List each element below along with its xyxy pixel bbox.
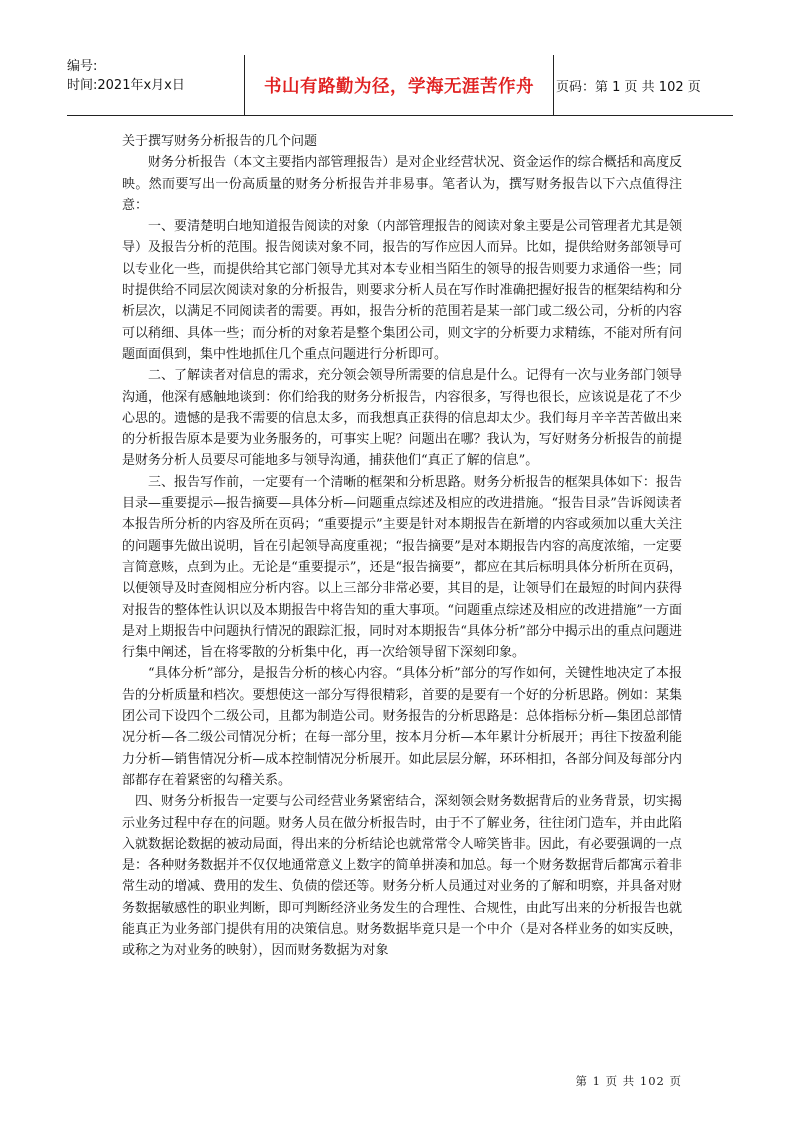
header-motto-cell xyxy=(244,55,554,115)
paragraph-point-1: 一、要清楚明白地知道报告阅读的对象（内部管理报告的阅读对象主要是公司管理者尤其是领导）及报告分析的范围。报告阅读对象不同，报告的写作应因人而异。比如，提供给财务部领导可以专业化一些，而提供给其它部门领导尤其对本专业相当陌生的领导的报告则要力求通俗一些；同时提供给不同层次阅读对象的分析报告，则要求分析人员在写作时准确把握好报告的框架结构和分析层次，以满足不同阅读者的需要。再如，报告分析的范围若是某一部门或二级公司，分析的内容可以稍细、具体一些；而分析的对象若是整个集团公司，则文字的分析要力求精练，不能对所有问题面面俱到，集中性地抓住几个重点问题进行分析即可。 xyxy=(122,219,682,362)
document-title: 关于撰写财务分析报告的几个问题 xyxy=(122,134,318,149)
paragraph-point-2: 二、了解读者对信息的需求，充分领会领导所需要的信息是什么。记得有一次与业务部门领导沟通，他深有感触地谈到：你们给我的财务分析报告，内容很多，写得也很长，应该说是花了不少心思的。遗憾的是我不需要的信息太多，而我想真正获得的信息却太少。我们每月辛辛苦苦做出来的分析报告原本是要为业务服务的，可事实上呢？问题出在哪？我认为，写好财务分析报告的前提是财务分析人员要尽可能地多与领导沟通，捕获他们“真正了解的信息”。 xyxy=(122,368,682,469)
header-page-number: 页码：第 1 页 共 102 页 xyxy=(556,79,701,95)
header-page-cell xyxy=(556,55,733,115)
document-number-label: 编号: xyxy=(67,59,98,74)
document-body xyxy=(122,131,682,962)
paragraph-point-4: 四、财务分析报告一定要与公司经营业务紧密结合，深刻领会财务数据背后的业务背景，切实揭示业务过程中存在的问题。财务人员在做分析报告时，由于不了解业务，往往闭门造车，并由此陷入就数据论数据的被动局面，得出来的分析结论也就常常令人啼笑皆非。因此，有必要强调的一点是：各种财务数据并不仅仅地通常意义上数字的简单拼凑和加总。每一个财务数据背后都寓示着非常生动的增减、费用的发生、负债的偿还等。财务分析人员通过对业务的了解和明察，并具备对财务数据敏感性的职业判断，即可判断经济业务发生的合理性、合规性，由此写出来的分析报告也就能真正为业务部门提供有用的决策信息。财务数据毕竟只是一个中介（是对各样业务的如实反映，或称之为对业务的映射），因而财务数据为对象 xyxy=(122,794,682,959)
document-time-label: 时间:2021年x月x日 xyxy=(67,78,185,93)
page-header xyxy=(67,55,733,116)
header-meta xyxy=(67,57,242,115)
paragraph-point-3: 三、报告写作前，一定要有一个清晰的框架和分析思路。财务分析报告的框架具体如下：报告目录—重要提示—报告摘要—具体分析—问题重点综述及相应的改进措施。“报告目录”告诉阅读者本报告所分析的内容及所在页码；“重要提示”主要是针对本期报告在新增的内容或须加以重大关注的问题事先做出说明，旨在引起领导高度重视；“报告摘要”是对本期报告内容的高度浓缩，一定要言简意赅，点到为止。无论是“重要提示”，还是“报告摘要”，都应在其后标明具体分析所在页码，以便领导及时查阅相应分析内容。以上三部分非常必要，其目的是，让领导们在最短的时间内获得对报告的整体性认识以及本期报告中将告知的重大事项。“问题重点综述及相应的改进措施”一方面是对上期报告中问题执行情况的跟踪汇报，同时对本期报告“具体分析”部分中揭示出的重点问题进行集中阐述，旨在将零散的分析集中化，再一次给领导留下深刻印象。 xyxy=(122,474,682,661)
header-motto: 书山有路勤为径，学海无涯苦作舟 xyxy=(264,76,534,97)
paragraph-specific-analysis: “具体分析”部分，是报告分析的核心内容。“具体分析”部分的写作如何，关键性地决定了本报告的分析质量和档次。要想使这一部分写得很精彩，首要的是要有一个好的分析思路。例如：某集团公司下设四个二级公司，且都为制造公司。财务报告的分析思路是：总体指标分析—集团总部情况分析—各二级公司情况分析；在每一部分里，按本月分析—本年累计分析展开；再往下按盈利能力分析—销售情况分析—成本控制情况分析展开。如此层层分解，环环相扣，各部分间及每部分内部都存在着紧密的勾稽关系。 xyxy=(122,666,682,788)
page-footer: 第 1 页 共 102 页 xyxy=(575,1074,682,1088)
paragraph-intro: 财务分析报告（本文主要指内部管理报告）是对企业经营状况、资金运作的综合概括和高度反映。然而要写出一份高质量的财务分析报告并非易事。笔者认为，撰写财务报告以下六点值得注意： xyxy=(122,155,682,213)
